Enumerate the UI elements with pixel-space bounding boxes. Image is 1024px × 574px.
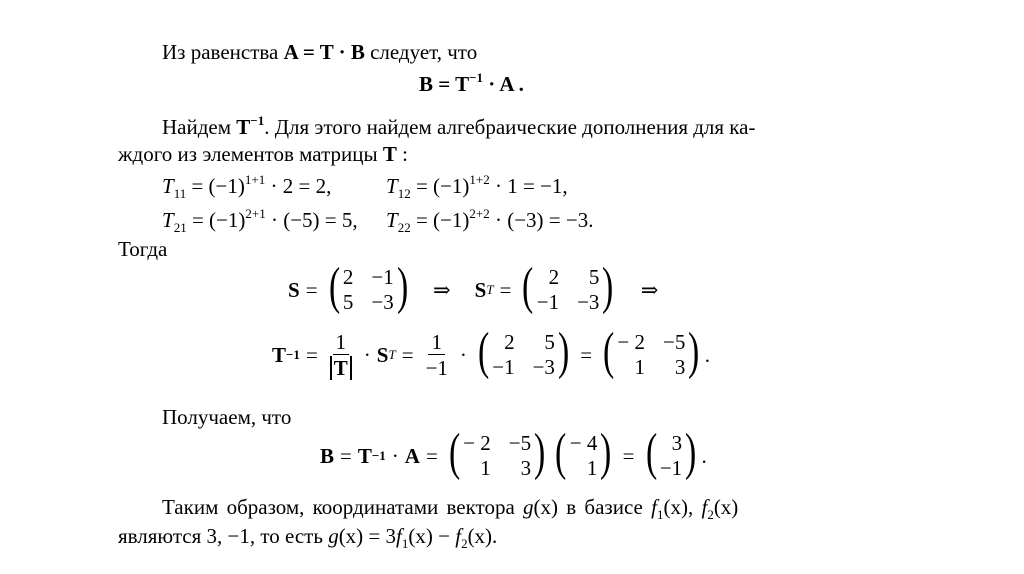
matrix-cell: − 2 bbox=[463, 431, 491, 455]
matrix-cell: 1 bbox=[480, 456, 491, 480]
equals-sign: = bbox=[499, 278, 512, 302]
cofactor-t22 bbox=[386, 207, 593, 233]
matrix-cells bbox=[343, 265, 394, 315]
cofactor-line-2 bbox=[162, 207, 358, 233]
text-line-4 bbox=[118, 141, 408, 167]
symbol-t: T bbox=[162, 174, 174, 198]
formula-part: = (−1) bbox=[186, 208, 246, 232]
matrix-cell: −3 bbox=[577, 290, 600, 314]
denominator bbox=[327, 355, 355, 381]
text-segment: следует, что bbox=[364, 40, 478, 64]
equals-sign: = bbox=[580, 343, 593, 367]
vector-cell: − 4 bbox=[569, 431, 598, 455]
formula-part: · (−5) = 5, bbox=[265, 208, 358, 232]
matrix-cell: −1 bbox=[492, 355, 515, 379]
left-paren: ( bbox=[328, 258, 340, 315]
dot-operator: · bbox=[391, 444, 399, 468]
symbol-f: f bbox=[396, 524, 402, 548]
vector-cells bbox=[570, 431, 598, 481]
text-segment: Из равенства bbox=[162, 40, 284, 64]
left-paren: ( bbox=[645, 424, 657, 481]
equals-sign: = bbox=[622, 444, 635, 468]
equals-sign: = bbox=[305, 343, 318, 367]
subscript: 2 bbox=[707, 507, 714, 522]
implies-arrow: ⇒ bbox=[433, 278, 451, 302]
symbol-t: T bbox=[272, 343, 287, 367]
matrix-s-transpose bbox=[475, 323, 572, 381]
right-paren: ) bbox=[396, 258, 408, 315]
matrix-cell: 3 bbox=[674, 355, 686, 379]
vector-cell: 3 bbox=[671, 431, 683, 455]
vector-cell: 1 bbox=[586, 456, 598, 480]
subscript: 11 bbox=[173, 186, 187, 201]
subscript: 2 bbox=[461, 536, 468, 551]
numerator: 1 bbox=[333, 330, 350, 355]
matrix-cell: −5 bbox=[508, 431, 532, 455]
denominator: −1 bbox=[425, 355, 448, 380]
matrix-cell: 2 bbox=[504, 330, 515, 354]
period: . bbox=[704, 343, 710, 367]
matrix-t-inverse bbox=[600, 323, 703, 381]
subscript: 22 bbox=[397, 220, 411, 235]
matrix-cell: −1 bbox=[536, 290, 560, 314]
right-paren: ) bbox=[534, 424, 546, 481]
formula-b-eq-tinv-a bbox=[419, 71, 524, 97]
b-result-line: B = T −1 · A = ( − 2 −5 1 3 ) ( − 4 1 ) = ( 3 −1 ) . bbox=[320, 424, 707, 481]
cofactor-t12 bbox=[386, 173, 568, 199]
fraction-one-over-det bbox=[327, 330, 355, 381]
formula-part: (x), bbox=[663, 495, 702, 519]
superscript: 2+1 bbox=[245, 206, 266, 221]
matrix-cell: − 2 bbox=[617, 330, 646, 354]
text-line-1 bbox=[162, 39, 477, 65]
symbol-f: f bbox=[701, 495, 708, 519]
vector-cell: −1 bbox=[659, 456, 683, 480]
symbol-t: T bbox=[236, 115, 251, 139]
text-segment: в базисе bbox=[558, 495, 652, 519]
text-segment: Тогда bbox=[118, 237, 168, 261]
text-line-tогда bbox=[118, 236, 167, 262]
s-matrix-line: S = ( 2 −1 5 −3 ) ⇒ S T = ( 2 5 −1 −3 ) ⇒ bbox=[288, 258, 659, 315]
text-segment: Найдем bbox=[162, 115, 237, 139]
formula-part: (x) bbox=[713, 495, 739, 519]
text-line-9 bbox=[162, 494, 738, 520]
matrix-cell: −5 bbox=[663, 330, 686, 354]
formula-part: = (−1) bbox=[410, 174, 470, 198]
left-paren: ( bbox=[448, 424, 461, 481]
formula-part: (x) bbox=[533, 495, 559, 519]
symbol-t: T bbox=[162, 208, 174, 232]
right-paren: ) bbox=[602, 258, 614, 315]
symbol-t: T bbox=[386, 174, 398, 198]
matrix-cell: 5 bbox=[544, 330, 555, 354]
matrix-t-inverse bbox=[446, 424, 549, 482]
formula-part: (x) − bbox=[408, 524, 456, 548]
text-segment: : bbox=[396, 142, 408, 166]
matrix-cell: −3 bbox=[532, 355, 555, 379]
text-segment: Получаем, что bbox=[162, 405, 292, 429]
period: . bbox=[701, 444, 707, 468]
right-paren: ) bbox=[688, 323, 700, 380]
equals-sign: = bbox=[340, 444, 352, 468]
matrix-cell: 5 bbox=[588, 265, 600, 289]
subscript: 1 bbox=[401, 536, 409, 551]
matrix-cell: 3 bbox=[520, 456, 532, 480]
text-line-3 bbox=[162, 114, 756, 140]
matrix-cell: 2 bbox=[342, 265, 354, 289]
text-line-10 bbox=[118, 523, 497, 549]
symbol-s: S bbox=[376, 343, 389, 367]
equals-sign: = bbox=[401, 343, 414, 367]
right-paren: ) bbox=[600, 424, 612, 481]
symbol-a: A bbox=[404, 444, 420, 468]
formula-part: · (−3) = −3. bbox=[489, 208, 594, 232]
dot-operator: · bbox=[363, 343, 371, 367]
matrix-cell: 2 bbox=[548, 265, 560, 289]
formula-part: (x) = 3 bbox=[338, 524, 397, 548]
symbol-f: f bbox=[651, 495, 657, 519]
vector-a bbox=[552, 424, 614, 482]
matrix-cells bbox=[463, 431, 531, 481]
fraction-one-over-minus-one bbox=[423, 330, 451, 381]
implies-arrow: ⇒ bbox=[640, 278, 659, 302]
superscript: 1+1 bbox=[244, 172, 266, 187]
symbol-g: g bbox=[328, 524, 339, 548]
symbol-t: T bbox=[357, 444, 372, 468]
formula-part: (x). bbox=[467, 524, 498, 548]
matrix-cells bbox=[492, 330, 555, 380]
t-inverse-line: T −1 = $\frac{1}{T}$ · S T = $\frac{1}{-1}$ · ( 2 5 −1 −3 ) = ( − 2 −5 1 3 ) . bbox=[272, 323, 710, 380]
matrix-cell: −1 bbox=[371, 265, 394, 289]
symbol-s: S bbox=[288, 278, 300, 302]
right-paren: ) bbox=[685, 424, 697, 481]
numerator: 1 bbox=[428, 330, 445, 355]
symbol-g: g bbox=[523, 495, 534, 519]
right-paren: ) bbox=[557, 323, 570, 380]
matrix-cell: 1 bbox=[634, 355, 646, 379]
left-paren: ( bbox=[555, 424, 567, 481]
subscript: 12 bbox=[397, 186, 411, 201]
matrix-cells bbox=[537, 265, 600, 315]
cofactor-line-1 bbox=[162, 173, 331, 199]
text-segment: являются 3, −1, то есть bbox=[118, 524, 329, 548]
equals-sign: = bbox=[425, 444, 438, 468]
formula-part: · 1 = −1, bbox=[489, 174, 568, 198]
determinant-t: T bbox=[330, 356, 352, 380]
left-paren: ( bbox=[477, 323, 490, 380]
text-segment: . Для этого найдем алгебраические дополнения для ка- bbox=[264, 115, 756, 139]
left-paren: ( bbox=[522, 258, 534, 315]
symbol-f: f bbox=[455, 524, 462, 548]
formula-part: · A . bbox=[483, 72, 524, 96]
superscript: 2+2 bbox=[469, 206, 490, 221]
matrix-cell: 5 bbox=[342, 290, 354, 314]
superscript: −1 bbox=[250, 113, 265, 128]
superscript: 1+2 bbox=[469, 172, 490, 187]
formula-a-eq-tb: A = T · B bbox=[283, 40, 365, 64]
vector-b bbox=[643, 424, 700, 482]
superscript: −1 bbox=[469, 70, 484, 85]
text-line-poluchaem bbox=[162, 404, 291, 430]
symbol-t: T bbox=[386, 208, 398, 232]
text-segment: ждого из элементов матрицы bbox=[118, 142, 383, 166]
formula-part: · 2 = 2, bbox=[265, 174, 332, 198]
text-segment: Таким образом, координатами вектора bbox=[162, 495, 524, 519]
symbol-t: T bbox=[382, 142, 397, 166]
matrix-cell: −3 bbox=[371, 290, 394, 314]
symbol-b: B bbox=[320, 444, 335, 468]
matrix-s bbox=[326, 258, 412, 316]
subscript: 21 bbox=[173, 220, 187, 235]
vector-cells bbox=[660, 431, 682, 481]
formula-part: = (−1) bbox=[410, 208, 470, 232]
left-paren: ( bbox=[603, 323, 615, 380]
formula-part: = (−1) bbox=[186, 174, 245, 198]
subscript: 1 bbox=[656, 507, 664, 522]
symbol-s: S bbox=[474, 278, 487, 302]
matrix-s-transpose bbox=[519, 258, 616, 316]
formula-part: B = T bbox=[419, 72, 470, 96]
equals-sign: = bbox=[305, 278, 318, 302]
matrix-cells bbox=[617, 330, 685, 380]
dot-operator: · bbox=[459, 343, 467, 367]
